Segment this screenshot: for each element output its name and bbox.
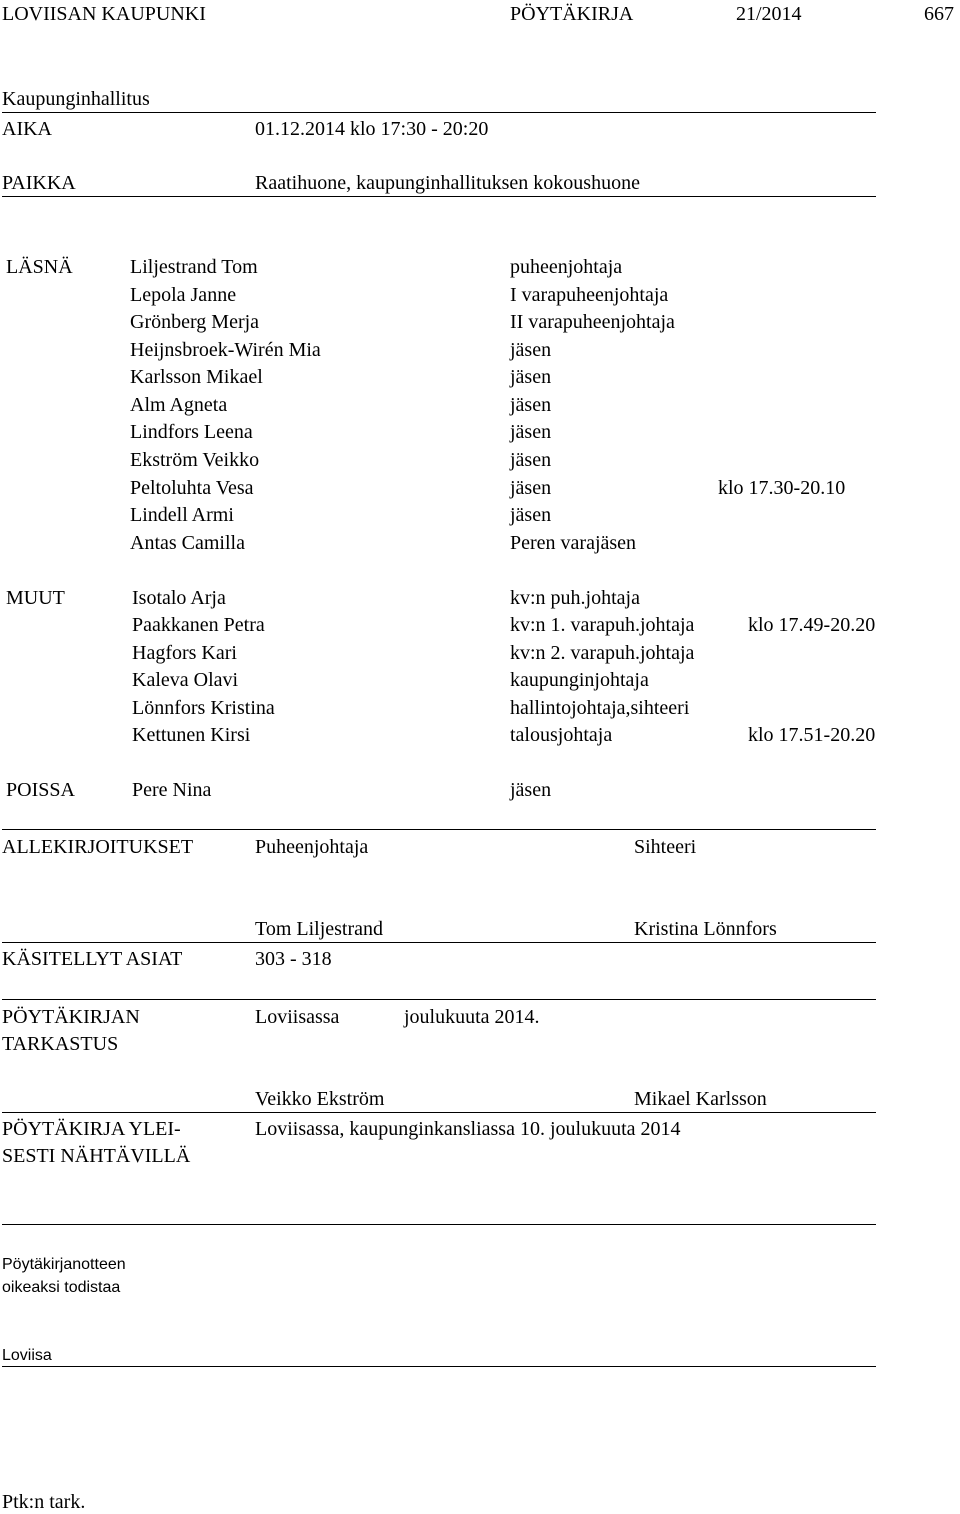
items-label: KÄSITELLYT ASIAT (2, 948, 183, 970)
present-name: Liljestrand Tom (130, 256, 258, 278)
absent-role: jäsen (510, 779, 552, 801)
others-role: kaupunginjohtaja (510, 669, 649, 691)
header-doc-type: PÖYTÄKIRJA (510, 3, 634, 25)
others-name: Kaleva Olavi (132, 669, 239, 691)
present-name: Karlsson Mikael (130, 366, 263, 388)
present-name: Grönberg Merja (130, 311, 260, 333)
place-label: PAIKKA (2, 172, 76, 194)
others-note: klo 17.49-20.20 (748, 614, 876, 636)
others-name: Kettunen Kirsi (132, 724, 251, 746)
review-label-line2: TARKASTUS (2, 1033, 119, 1055)
others-note: klo 17.51-20.20 (748, 724, 876, 746)
present-role: II varapuheenjohtaja (510, 311, 675, 333)
present-role: jäsen (510, 421, 552, 443)
chair-title: Puheenjohtaja (255, 836, 369, 858)
divider (2, 829, 876, 830)
place-value: Raatihuone, kaupunginhallituksen kokoushuone (255, 172, 640, 194)
others-name: Isotalo Arja (132, 587, 226, 609)
header-doc-number: 21/2014 (736, 3, 802, 25)
present-role: jäsen (510, 366, 552, 388)
present-role: jäsen (510, 339, 552, 361)
present-name: Lepola Janne (130, 284, 237, 306)
present-name: Heijnsbroek-Wirén Mia (130, 339, 321, 361)
review-label-line1: PÖYTÄKIRJAN (2, 1006, 140, 1028)
reviewer-2: Mikael Karlsson (634, 1088, 767, 1110)
absent-name: Pere Nina (132, 779, 212, 801)
present-role: jäsen (510, 449, 552, 471)
others-name: Paakkanen Petra (132, 614, 265, 636)
present-label: LÄSNÄ (6, 256, 73, 278)
others-name: Hagfors Kari (132, 642, 237, 664)
review-date: joulukuuta 2014. (404, 1006, 540, 1028)
present-name: Ekström Veikko (130, 449, 260, 471)
present-role: jäsen (510, 504, 552, 526)
present-role: Peren varajäsen (510, 532, 637, 554)
divider (2, 1366, 876, 1367)
public-label-line2: SESTI NÄHTÄVILLÄ (2, 1145, 191, 1167)
others-role: talousjohtaja (510, 724, 613, 746)
present-role: jäsen (510, 477, 552, 499)
present-name: Lindfors Leena (130, 421, 253, 443)
present-name: Antas Camilla (130, 532, 245, 554)
others-role: hallintojohtaja,sihteeri (510, 697, 690, 719)
header-organization: LOVIISAN KAUPUNKI (2, 3, 206, 25)
present-name: Alm Agneta (130, 394, 228, 416)
present-name: Peltoluhta Vesa (130, 477, 254, 499)
others-role: kv:n 1. varapuh.johtaja (510, 614, 695, 636)
certification-line2: oikeaksi todistaa (2, 1279, 121, 1296)
divider (2, 112, 876, 113)
present-role: puheenjohtaja (510, 256, 623, 278)
present-note: klo 17.30-20.10 (718, 477, 846, 499)
public-value: Loviisassa, kaupunginkansliassa 10. joulukuuta 2014 (255, 1118, 681, 1140)
divider (2, 999, 876, 1000)
time-label: AIKA (2, 118, 52, 140)
present-name: Lindell Armi (130, 504, 234, 526)
signatures-label: ALLEKIRJOITUKSET (2, 836, 194, 858)
header-page-number: 667 (924, 3, 954, 25)
items-value: 303 - 318 (255, 948, 332, 970)
chair-name: Tom Liljestrand (255, 918, 384, 940)
certification-line1: Pöytäkirjanotteen (2, 1256, 126, 1273)
others-role: kv:n 2. varapuh.johtaja (510, 642, 695, 664)
reviewer-1: Veikko Ekström (255, 1088, 385, 1110)
review-place: Loviisassa (255, 1006, 340, 1028)
body-name: Kaupunginhallitus (2, 88, 150, 110)
divider (2, 1224, 876, 1225)
present-role: jäsen (510, 394, 552, 416)
others-name: Lönnfors Kristina (132, 697, 275, 719)
divider (2, 942, 876, 943)
public-label-line1: PÖYTÄKIRJA YLEI- (2, 1118, 181, 1140)
divider (2, 1112, 876, 1113)
others-label: MUUT (6, 587, 65, 609)
secretary-title: Sihteeri (634, 836, 697, 858)
divider (2, 196, 876, 197)
time-value: 01.12.2014 klo 17:30 - 20:20 (255, 118, 489, 140)
others-role: kv:n puh.johtaja (510, 587, 640, 609)
secretary-name: Kristina Lönnfors (634, 918, 777, 940)
certification-city: Loviisa (2, 1347, 52, 1364)
footer-note: Ptk:n tark. (2, 1491, 86, 1513)
present-role: I varapuheenjohtaja (510, 284, 669, 306)
absent-label: POISSA (6, 779, 75, 801)
